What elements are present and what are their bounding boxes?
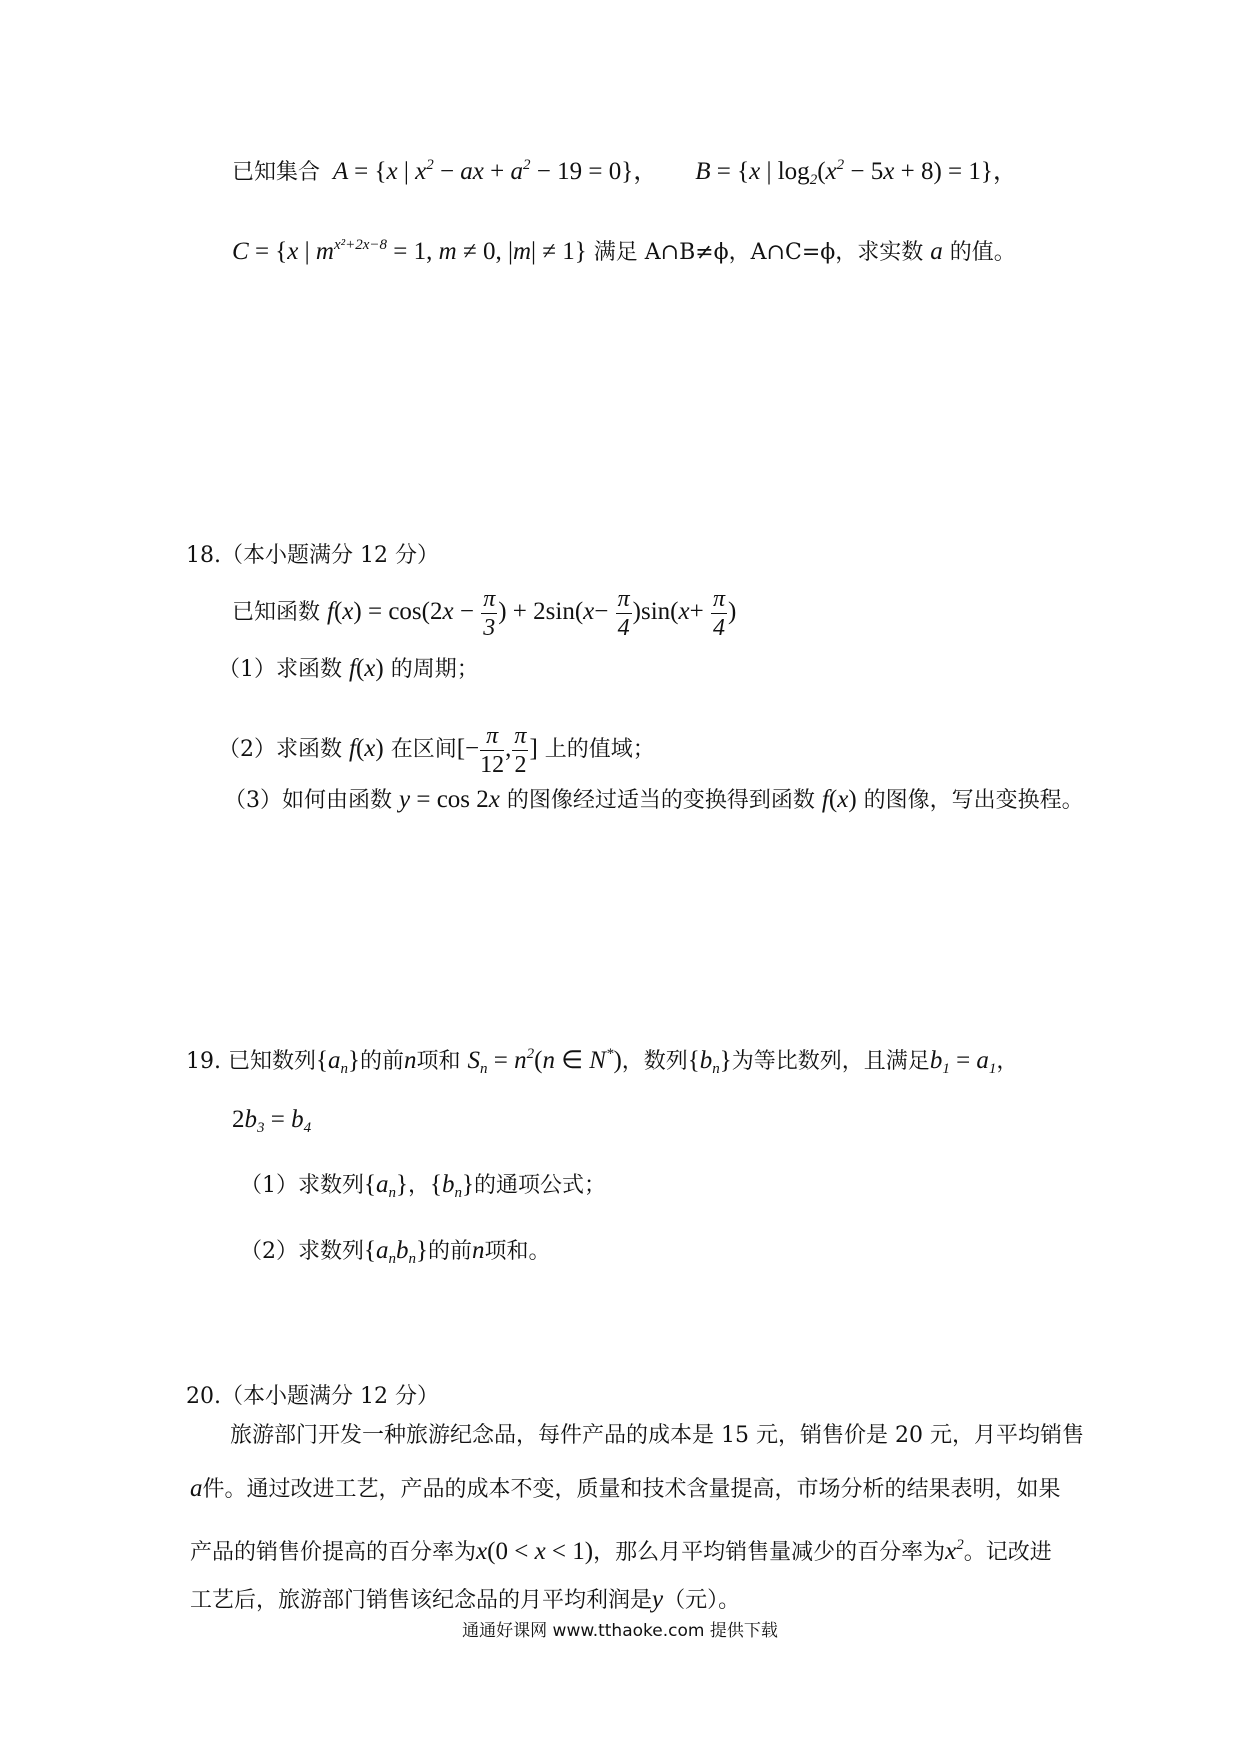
q18-p2-fx: f(x) — [349, 735, 384, 763]
q19-sn: $S_n = n^2(n$ ∈ N*) — [467, 1046, 622, 1077]
q19-an: $\{a_n\}$ — [316, 1047, 361, 1077]
q19-b1a1: $b_1 = a_1$ — [929, 1047, 997, 1077]
q18-fx-formula: f(x) = cos(2x − $\frac{\pi}{3}$ ) + 2sin(x− $\frac{\pi}{4}$ )sin(x+ $\frac{\pi}{4}$ ) — [327, 586, 737, 641]
q18-part-1: （1）求函数 f(x) 的周期； — [218, 655, 479, 682]
q20-x-squared: $x^2$ — [945, 1537, 964, 1565]
q19-line-1: 19. 已知数列$\{a_n\}$的前n项和 $S_n = n^2(n$ ∈ N*)，数列$\{b_n\}$为等比数列，且满足$b_1 = a_1$， — [186, 1046, 1019, 1077]
q20-line-3: 产品的销售价提高的百分率为x(0 < x < 1)，那么月平均销售量减少的百分率为$x^2$。记改进 — [190, 1537, 1052, 1565]
q19-part-1: （1）求数列$\{a_n\}$，$\{b_n\}$的通项公式； — [240, 1171, 607, 1201]
q19-line-2 — [232, 1105, 311, 1143]
page-footer: 通通好课网 www.tthaoke.com 提供下载 — [462, 1621, 778, 1641]
q19-number: 19. — [186, 1049, 221, 1074]
q18-header: 18.（本小题满分 12 分） — [186, 543, 439, 568]
q18-lead: 已知函数 — [232, 600, 321, 626]
q19-bn: $\{b_n\}$ — [687, 1047, 732, 1077]
q18-p1-fx: f(x) — [349, 655, 384, 682]
q17-set-c: C = {x | $m^{x^2+2x-8} = 1$, m ≠ 0, |m| ≠ 1} — [232, 237, 587, 265]
q17-end: 的值。 — [949, 240, 1016, 265]
q19-b3b4: $2b_3 = b_4$ — [232, 1106, 312, 1136]
q17-set-a: A = {x | $x^2$ − ax + $a^2 - 19 = 0$} — [333, 157, 634, 185]
q20-header: 20.（本小题满分 12 分） — [186, 1384, 439, 1409]
q18-part-2: （2）求函数 f(x) 在区间[− $\frac{\pi}{12}$ , $\frac{\pi}{2}$ ] 上的值域； — [218, 723, 655, 778]
q20-x-range: x(0 < x < 1) — [476, 1538, 594, 1565]
q17-intro: 已知集合 — [232, 160, 321, 185]
q20-line-1: 旅游部门开发一种旅游纪念品，每件产品的成本是 15 元，销售价是 20 元，月平均销售 — [230, 1423, 1084, 1448]
q18-part-3: （3）如何由函数 y = cos 2x 的图像经过适当的变换得到函数 f(x) 的图像，写出变换程。 — [224, 786, 1084, 813]
q20-line-2: a件。通过改进工艺，产品的成本不变，质量和技术含量提高，市场分析的结果表明，如果 — [190, 1475, 1061, 1502]
q17-condition: 满足 A∩B≠ϕ，A∩C=ϕ，求实数 — [593, 240, 924, 265]
q18-p3-func: y = cos 2x — [399, 786, 500, 813]
q18-interval: [− $\frac{\pi}{12}$ , $\frac{\pi}{2}$ ] — [456, 723, 538, 778]
q17-line-1: 已知集合 A = {x | $x^2$ − ax + $a^2 - 19 = 0$}， B = {x | $\log_2(x^2 - 5x + 8) = 1$}， — [232, 157, 1018, 188]
q17-set-b: B = {x | $\log_2(x^2 - 5x + 8) = 1$} — [695, 157, 993, 188]
q17-var-a: a — [930, 238, 943, 265]
q19-part-2: （2）求数列$\{a_nb_n\}$的前n项和。 — [240, 1237, 551, 1267]
q18-function — [232, 585, 736, 642]
q20-line-4: 工艺后，旅游部门销售该纪念品的月平均利润是y（元）。 — [190, 1586, 741, 1613]
q18-p3-fx: f(x) — [821, 786, 857, 813]
q17-line-2 — [232, 230, 1016, 268]
